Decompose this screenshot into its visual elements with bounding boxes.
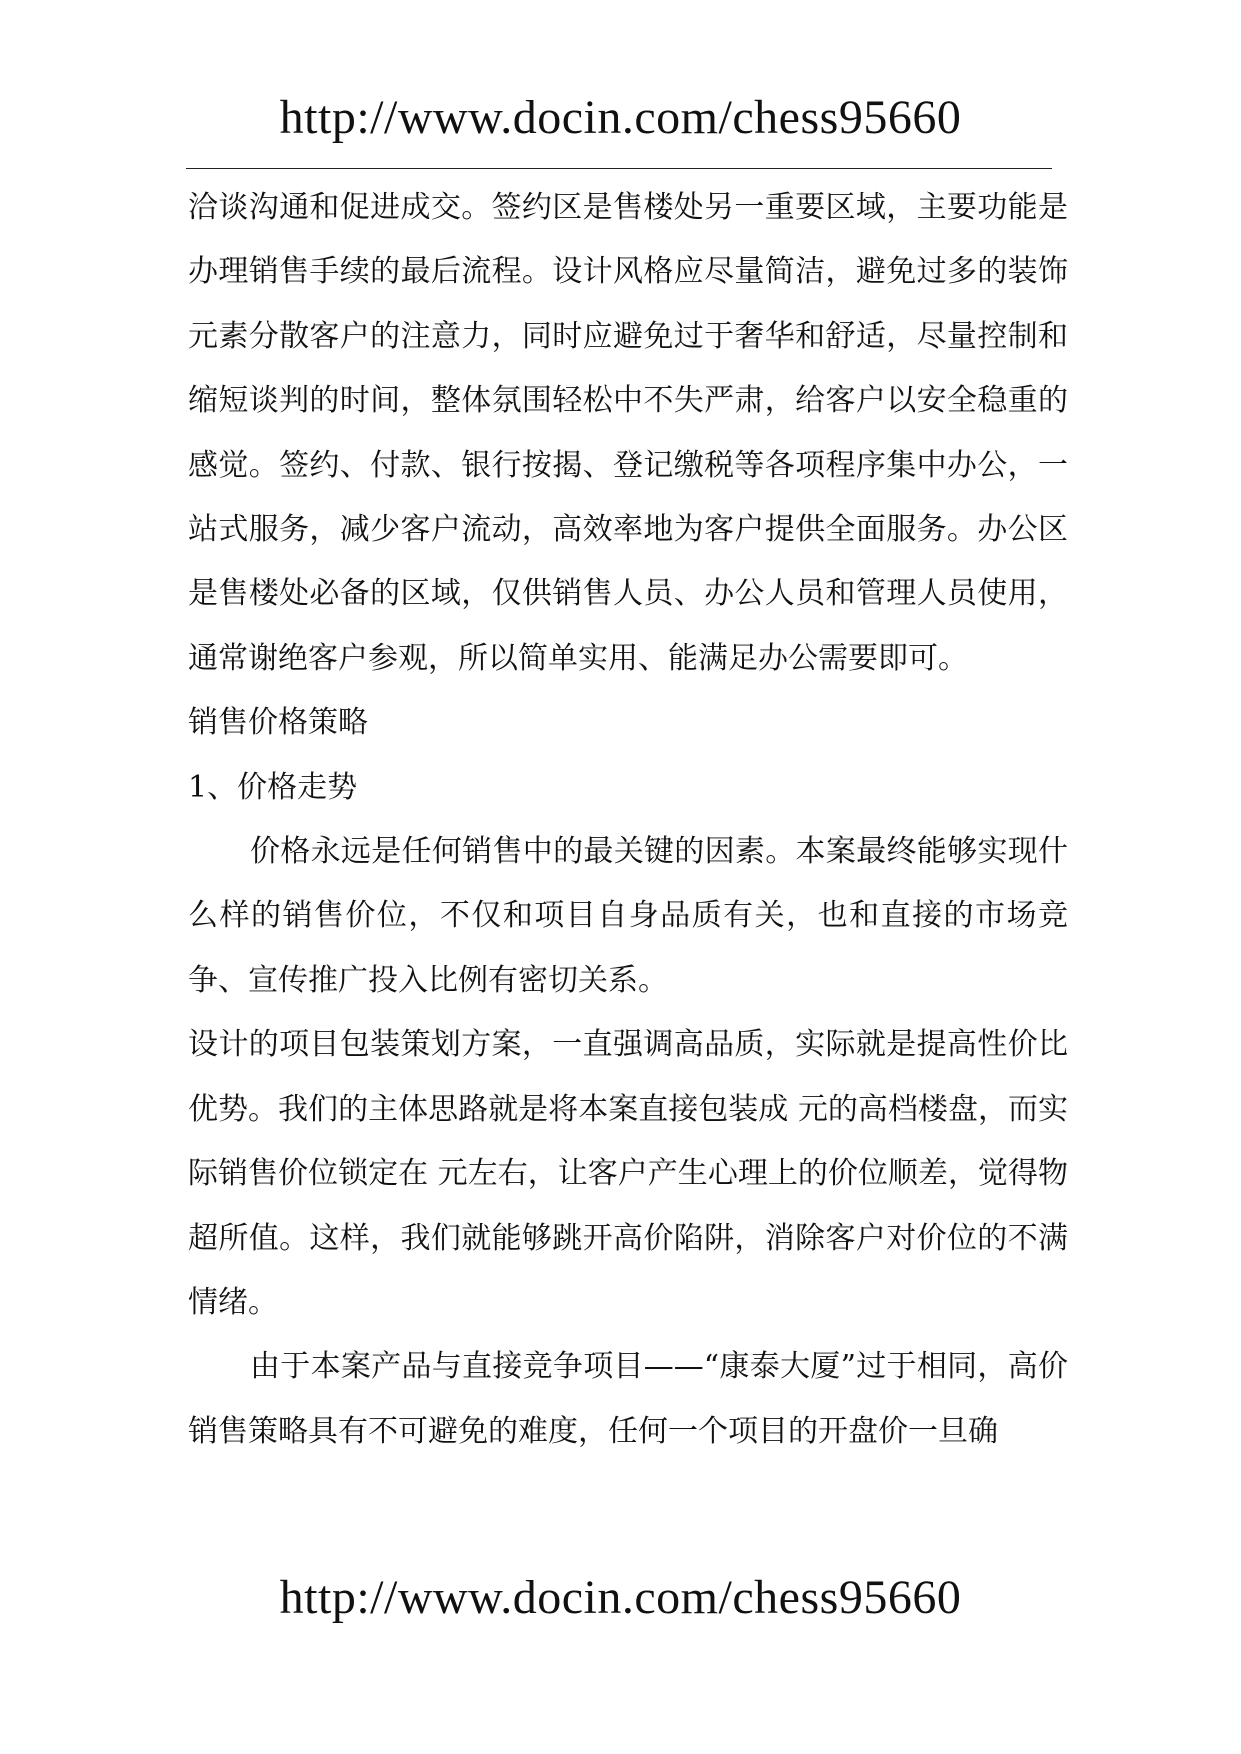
paragraph-competition: 由于本案产品与直接竞争项目——“康泰大厦”过于相同，高价销售策略具有不可避免的难度，任何一个项目的开盘价一旦确 [188, 1349, 1068, 1449]
paragraph-sales-area-design: 洽谈沟通和促进成交。签约区是售楼处另一重要区域，主要功能是办理销售手续的最后流程。设计风格应尽量简洁，避免过多的装饰元素分散客户的注意力，同时应避免过于奢华和舒适，尽量控制和缩短谈判的时间，整体氛围轻松中不失严肃，给客户以安全稳重的感觉。签约、付款、银行按揭、登记缴税等各项程序集中办公，一站式服务，减少客户流动，高效率地为客户提供全面服务。办公区是售楼处必备的区域，仅供销售人员、办公人员和管理人员使用，通常谢绝客户参观，所以简单实用、能满足办公需要即可。 [188, 190, 1068, 676]
body-text [188, 176, 1068, 1464]
paragraph-price-key-factor: 价格永远是任何销售中的最关键的因素。本案最终能够实现什么样的销售价位，不仅和项目自身品质有关，也和直接的市场竞争、宣传推广投入比例有密切关系。 [188, 834, 1068, 998]
paragraph-packaging-strategy: 设计的项目包装策划方案，一直强调高品质，实际就是提高性价比优势。我们的主体思路就是将本案直接包装成 元的高档楼盘，而实际销售价位锁定在 元左右，让客户产生心理上的价位顺差，觉得物超所值。这样，我们就能够跳开高价陷阱，消除客户对价位的不满情绪。 [188, 1027, 1068, 1320]
header-divider [186, 168, 1052, 169]
footer-url: http://www.docin.com/chess95660 [279, 1571, 962, 1624]
section-heading-pricing-strategy: 销售价格策略 [188, 705, 368, 741]
header-url: http://www.docin.com/chess95660 [279, 91, 962, 144]
subheading-price-trend: 1、价格走势 [188, 769, 358, 805]
